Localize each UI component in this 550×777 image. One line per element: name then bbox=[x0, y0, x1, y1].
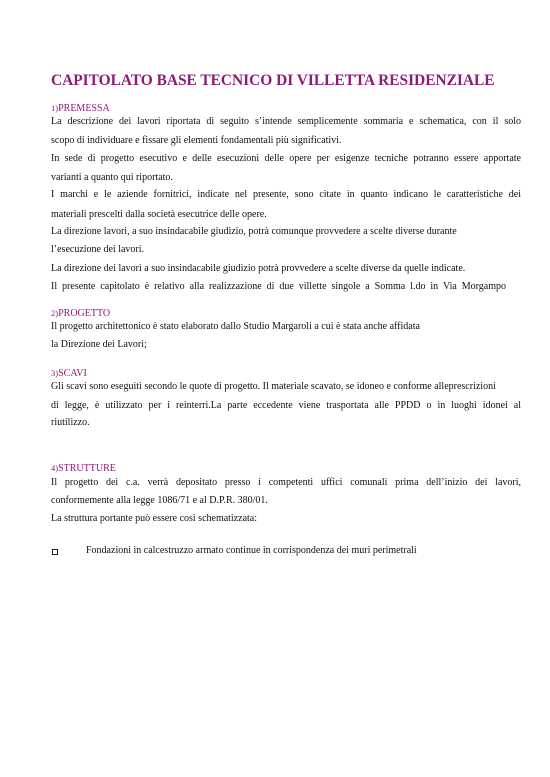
paragraph-line: Gli scavi sono eseguiti secondo le quote di progetto. Il materiale scavato, se idoneo e conforme alleprescrizioni bbox=[51, 381, 496, 392]
paragraph-line: la Direzione dei Lavori; bbox=[51, 339, 147, 350]
paragraph-line: riutilizzo. bbox=[51, 417, 90, 428]
section-number: 2) bbox=[51, 308, 59, 318]
paragraph-line: di legge, è utilizzato per i reinterri.La parte eccedente viene trasportata alle PPDD o in luoghi idonei al bbox=[51, 400, 521, 411]
paragraph-line: La descrizione dei lavori riportata di seguito s’intende semplicemente sommaria e schematica, con il solo bbox=[51, 116, 521, 127]
paragraph-line: varianti a quanto qui riportato. bbox=[51, 172, 173, 183]
paragraph-line: conformemente alla legge 1086/71 e al D.P.R. 380/01. bbox=[51, 495, 268, 506]
paragraph-line: In sede di progetto esecutivo e delle esecuzioni delle opere per esigenze tecniche potranno essere apportate bbox=[51, 153, 521, 164]
paragraph-line: Il progetto architettonico è stato elaborato dallo Studio Margaroli a cui è stata anche affidata bbox=[51, 321, 420, 332]
list-item: Fondazioni in calcestruzzo armato continue in corrispondenza dei muri perimetrali bbox=[86, 545, 417, 556]
section-title: SCAVI bbox=[58, 368, 87, 379]
section-heading-scavi bbox=[51, 368, 87, 379]
section-title: STRUTTURE bbox=[58, 463, 116, 474]
section-title: PROGETTO bbox=[58, 308, 111, 319]
checkbox-bullet-icon bbox=[52, 549, 58, 555]
section-number: 1) bbox=[51, 103, 59, 113]
paragraph-line: Il presente capitolato è relativo alla realizzazione di due villette singole a Somma l.do in Via Morgampo bbox=[51, 281, 506, 292]
paragraph-line: I marchi e le aziende fornitrici, indicate nel presente, sono citate in quanto indicano le caratteristiche dei bbox=[51, 189, 521, 200]
paragraph-line: l’esecuzione dei lavori. bbox=[51, 244, 145, 255]
section-heading-premessa bbox=[51, 103, 110, 114]
paragraph-line: scopo di individuare e fissare gli elementi fondamentali più significativi. bbox=[51, 135, 342, 146]
section-heading-strutture bbox=[51, 463, 116, 474]
paragraph-line: La struttura portante può essere così schematizzata: bbox=[51, 513, 258, 524]
paragraph-line: La direzione dei lavori a suo insindacabile giudizio potrà provvedere a scelte diverse da quelle indicate. bbox=[51, 263, 466, 274]
paragraph-line: La direzione lavori, a suo insindacabile giudizio, potrà comunque provvedere a scelte diverse durante bbox=[51, 226, 457, 237]
section-title: PREMESSA bbox=[58, 103, 110, 114]
document-title: CAPITOLATO BASE TECNICO DI VILLETTA RESIDENZIALE bbox=[51, 72, 495, 89]
section-number: 3) bbox=[51, 368, 59, 378]
paragraph-line: Il progetto dei c.a. verrà depositato presso i competenti uffici comunali prima dell’inizio dei lavori, bbox=[51, 477, 521, 488]
paragraph-line: materiali prescelti dalla società esecutrice delle opere. bbox=[51, 209, 267, 220]
section-number: 4) bbox=[51, 463, 59, 473]
section-heading-progetto bbox=[51, 308, 110, 319]
